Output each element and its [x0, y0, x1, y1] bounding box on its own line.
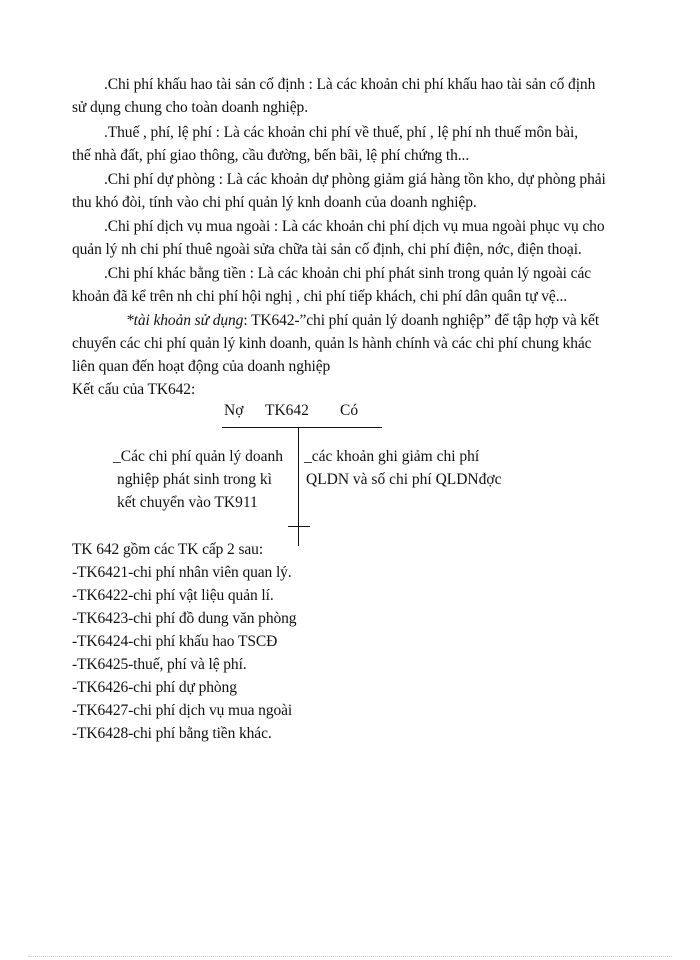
t-account-debit-line: nghiệp phát sinh trong kì	[117, 471, 272, 488]
sub-accounts-title: TK 642 gồm các TK cấp 2 sau:	[72, 541, 264, 558]
sub-account-item: -TK6424-chi phí khấu hao TSCĐ	[72, 633, 278, 650]
t-account-debit-label: Nợ	[224, 402, 244, 419]
structure-title: Kết cấu của TK642:	[72, 381, 196, 398]
sub-account-item: -TK6422-chi phí vật liệu quản lí.	[72, 587, 274, 604]
sub-account-item: -TK6427-chi phí dịch vụ mua ngoài	[72, 702, 293, 719]
t-account-credit-label: Có	[340, 402, 359, 419]
text: .Chi phí khấu hao tài sản cố định : Là các khoản chi phí khấu hao tài sản cố định	[104, 76, 596, 93]
para-provision-line2: thu khó đòi, tính vào chi phí quản lý knh doanh của doanh nghiệp.	[72, 194, 477, 211]
para-other-line2: khoản đã kể trên nh chi phí hội nghị , chi phí tiếp khách, chi phí dân quân tự vệ...	[72, 288, 568, 305]
para-tax-line1: .Thuế , phí, lệ phí : Là các khoản chi phí về thuế, phí , lệ phí nh thuế môn bài,	[104, 124, 579, 141]
para-tax-line2: thế nhà đất, phí giao thông, cầu đường, bến bãi, lệ phí chứng th...	[72, 147, 470, 164]
para-provision-line1: .Chi phí dự phòng : Là các khoản dự phòng giảm giá hàng tồn kho, dự phòng phải	[104, 171, 606, 188]
para-depreciation-line2: sử dụng chung cho toàn doanh nghiệp.	[72, 99, 308, 116]
t-account-horizontal-rule	[222, 427, 382, 428]
sub-account-item: -TK6423-chi phí đồ dung văn phòng	[72, 610, 297, 627]
t-account-debit-line: kết chuyển vào TK911	[117, 494, 258, 511]
para-depreciation-line1	[104, 76, 595, 94]
t-account-debit-line: _Các chi phí quản lý doanh	[113, 448, 284, 465]
page-bottom-divider	[28, 956, 672, 957]
sub-account-item: -TK6421-chi phí nhân viên quan lý.	[72, 564, 292, 581]
t-account-credit-line: QLDN và số chi phí QLDNđợc	[306, 471, 502, 488]
t-account-credit-line: _các khoản ghi giảm chi phí	[304, 448, 480, 465]
sub-account-item: -TK6426-chi phí dự phòng	[72, 679, 237, 696]
account-used-rest: : TK642-”chi phí quản lý doanh nghiệp” để tập hợp và kết	[243, 312, 600, 329]
para-services-line1: .Chi phí dịch vụ mua ngoài : Là các khoản chi phí dịch vụ mua ngoài phục vụ cho	[104, 218, 605, 235]
account-used-prefix: *tài khoản sử dụng	[126, 312, 244, 329]
sub-account-item: -TK6425-thuế, phí và lệ phí.	[72, 656, 247, 673]
t-account-bottom-tick	[288, 526, 310, 527]
account-used-line3: liên quan đến hoạt động của doanh nghiệp	[72, 358, 331, 375]
account-used-line1	[126, 312, 599, 330]
para-services-line2: quản lý nh chi phí thuê ngoài sửa chữa tài sản cố định, chi phí điện, nớc, điện thoại.	[72, 241, 582, 258]
t-account-name: TK642	[265, 402, 309, 419]
t-account-vertical-rule	[298, 427, 299, 546]
para-other-line1: .Chi phí khác bằng tiền : Là các khoản chi phí phát sinh trong quản lý ngoài các	[104, 265, 592, 282]
account-used-line2: chuyển các chi phí quản lý kinh doanh, quản ls hành chính và các chi phí chung khác	[72, 335, 592, 352]
sub-account-item: -TK6428-chi phí bằng tiền khác.	[72, 725, 272, 742]
